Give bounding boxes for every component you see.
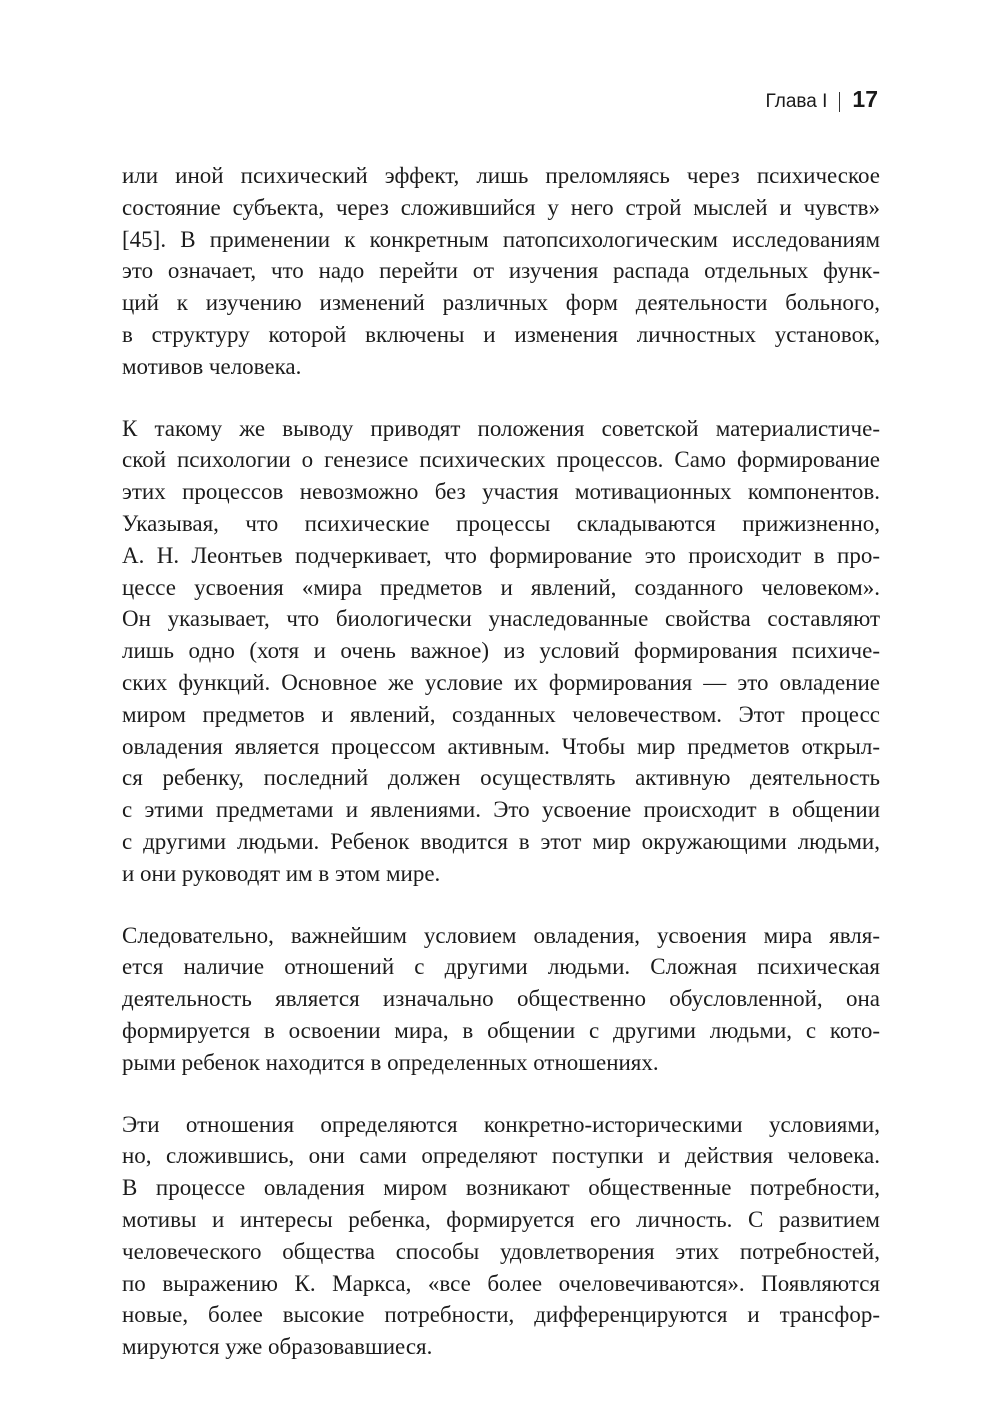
text-line: и они руководят им в этом мире. [122,860,441,886]
chapter-label: Глава I [766,92,841,112]
text-line: [45]. В применении к конкретным патопсихологическим исследованиям [122,226,880,252]
text-line: овладения является процессом активным. Чтобы мир предметов открыл- [122,733,880,759]
text-line: Он указывает, что биологически унаследованные свойства составляют [122,606,880,632]
text-line: в структуру которой включены и изменения личностных установок, [122,321,880,347]
text-line: А. Н. Леонтьев подчеркивает, что формирование это происходит в про- [122,542,880,568]
text-line: этих процессов невозможно без участия мотивационных компонентов. [122,479,880,505]
text-line: по выражению К. Маркса, «все более очеловечиваются». Появляются [122,1270,880,1296]
text-line: или иной психический эффект, лишь преломляясь через психическое [122,163,880,188]
text-line: К такому же выводу приводят положения советской материалистиче- [122,415,880,441]
text-line: с другими людьми. Ребенок вводится в этот мир окружающими людьми, [122,828,880,854]
body-text [122,160,880,1393]
text-line: ских функций. Основное же условие их формирования — это овладение [122,669,880,695]
text-line: с этими предметами и явлениями. Это усвоение происходит в общении [122,797,880,823]
text-line: ской психологии о генезисе психических процессов. Само формирование [122,447,880,473]
text-line: лишь одно (хотя и очень важное) из условий формирования психиче- [122,638,880,664]
paragraph-2 [122,413,880,890]
text-line: но, сложившись, они сами определяют поступки и действия человека. [122,1143,880,1169]
text-line: мируются уже образовавшиеся. [122,1334,433,1360]
paragraph-3 [122,920,880,1079]
text-line: рыми ребенок находится в определенных отношениях. [122,1049,659,1075]
page-number: 17 [852,86,878,112]
text-line: Указывая, что психические процессы складываются прижизненно, [122,510,880,536]
text-line: цессе усвоения «мира предметов и явлений, созданного человеком». [122,574,880,600]
text-line: ется наличие отношений с другими людьми. Сложная психическая [122,954,880,980]
paragraph-4 [122,1109,880,1363]
text-line: человеческого общества способы удовлетворения этих потребностей, [122,1238,880,1264]
text-line: В процессе овладения миром возникают общественные потребности, [122,1175,880,1201]
text-line: Следовательно, важнейшим условием овладения, усвоения мира явля- [122,922,880,948]
text-line: мотивов человека. [122,353,302,379]
running-header [766,88,878,112]
text-line: формируется в освоении мира, в общении с другими людьми, с кото- [122,1017,880,1043]
text-line: новые, более высокие потребности, дифференцируются и трансфор- [122,1302,880,1328]
paragraph-1 [122,160,880,383]
text-line: миром предметов и явлений, созданных человечеством. Этот процесс [122,701,880,727]
text-line: это означает, что надо перейти от изучения распада отдельных функ- [122,258,880,284]
text-line: состояние субъекта, через сложившийся у него строй мыслей и чувств» [122,194,880,220]
text-line: ся ребенку, последний должен осуществлять активную деятельность [122,765,880,791]
text-line: деятельность является изначально общественно обусловленной, она [122,986,880,1012]
text-line: Эти отношения определяются конкретно-историческими условиями, [122,1111,880,1137]
text-line: ций к изучению изменений различных форм деятельности больного, [122,290,880,316]
text-line: мотивы и интересы ребенка, формируется его личность. С развитием [122,1206,880,1232]
